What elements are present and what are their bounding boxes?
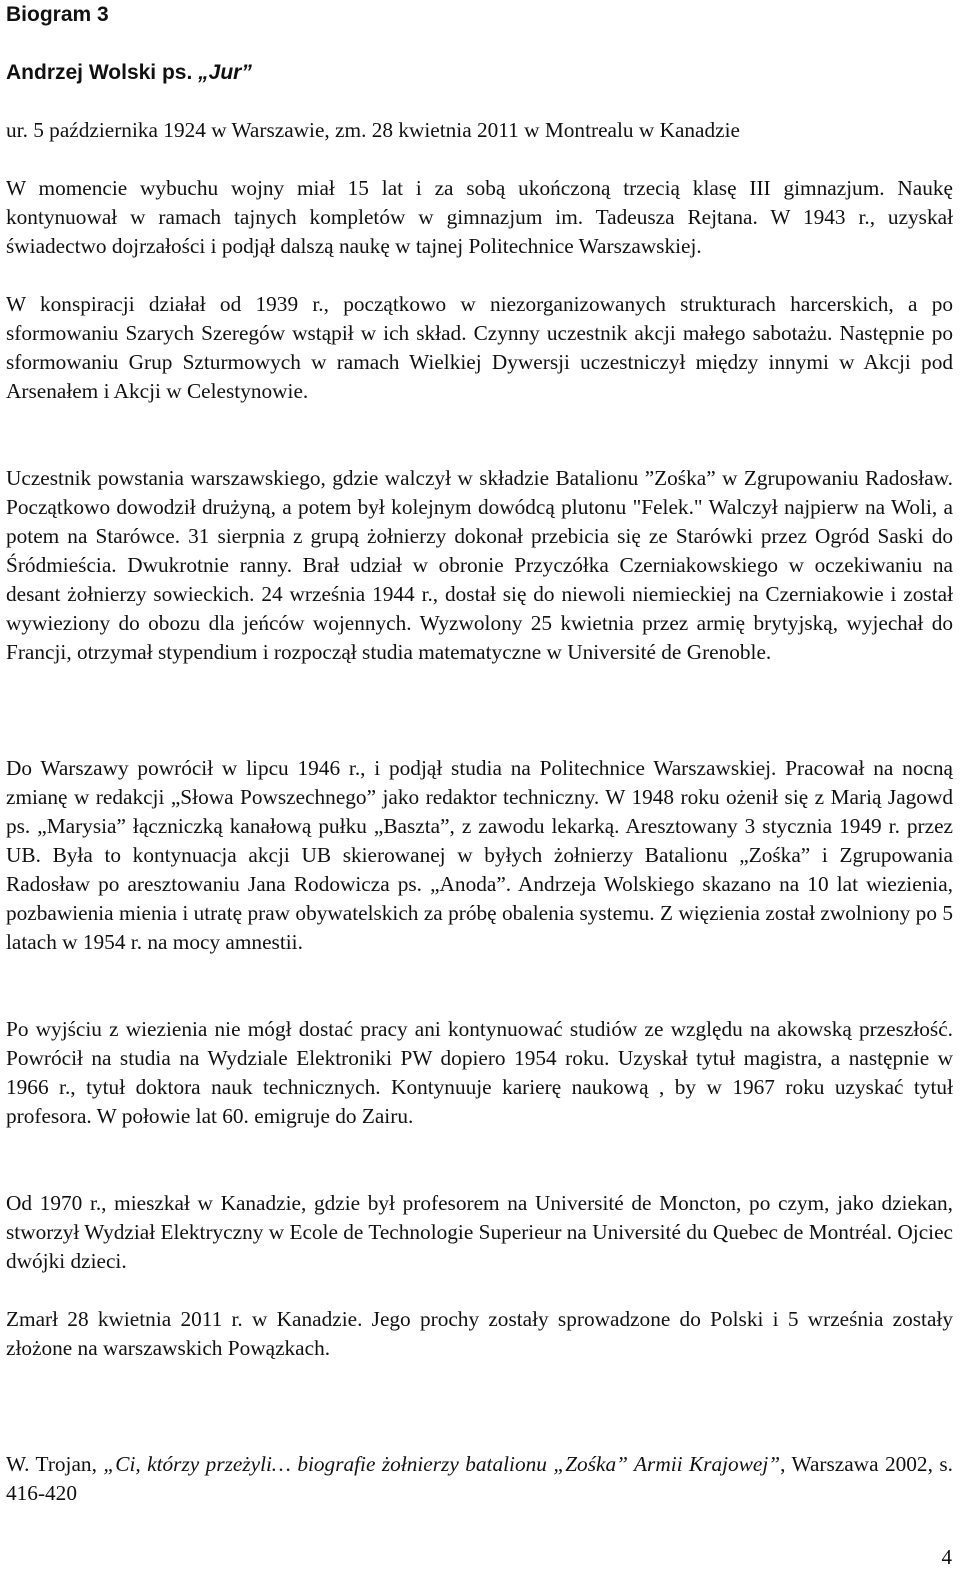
paragraph-youth: W momencie wybuchu wojny miał 15 lat i za sobą ukończoną trzecią klasę III gimnazjum. Naukę kontynuował w ramach tajnych kompletów w gimnazjum im. Tadeusza Rejtana. W 1943 r., uzyskał świadectwo dojrzałości i podjął dalszą naukę w tajnej Politechnice Warszawskiej. (6, 176, 953, 258)
reference-author: W. Trojan, (6, 1452, 97, 1476)
paragraph-postwar: Do Warszawy powrócił w lipcu 1946 r., i podjął studia na Politechnice Warszawskiej. Pracował na nocną zmianę w redakcji „Słowa Powszechnego” jako redaktor techniczny. W 1948 roku ożenił się z Marią Jagowd ps. „Marysia” łączniczką kanałową pułku „Baszta”, z zawodu lekarką. Aresztowany 3 stycznia 1949 r. przez UB. Była to kontynuacja akcji UB skierowanej w byłych żołnierzy Batalionu „Zośka” i Zgrupowania Radosław po aresztowaniu Jana Rodowicza ps. „Anoda”. Andrzeja Wolskiego skazano na 10 lat wiezienia, pozbawienia mienia i utratę praw obywatelskich za próbę obalenia systemu. Z więzienia został zwolniony po 5 latach w 1954 r. na mocy amnestii. (6, 756, 953, 954)
paragraph-conspiracy: W konspiracji działał od 1939 r., początkowo w niezorganizowanych strukturach harcerskich, a po sformowaniu Szarych Szeregów wstąpił w ich skład. Czynny uczestnik akcji małego sabotażu. Następnie po sformowaniu Grup Szturmowych w ramach Wielkiej Dywersji uczestniczył między innymi w Akcji pod Arsenałem i Akcji w Celestynowie. (6, 292, 953, 403)
paragraph-canada: Od 1970 r., mieszkał w Kanadzie, gdzie był profesorem na Université de Moncton, po czym, jako dziekan, stworzył Wydział Elektryczny w Ecole de Technologie Superieur na Université du Quebec de Montréal. Ojciec dwójki dzieci. (6, 1191, 953, 1273)
life-dates: ur. 5 października 1924 w Warszawie, zm. 28 kwietnia 2011 w Montrealu w Kanadzie (6, 118, 740, 142)
reference-tail: , Warszawa 2002, s. 416-420 (6, 1452, 953, 1505)
bibliographic-reference (6, 1450, 953, 1508)
person-alias: „Jur” (198, 61, 252, 84)
reference-book-title: „Ci, którzy przeżyli… biografie żołnierzy batalionu „Zośka” Armii Krajowej” (103, 1452, 781, 1476)
document-title: Biogram 3 (6, 3, 109, 26)
paragraph-death: Zmarł 28 kwietnia 2011 r. w Kanadzie. Jego prochy zostały sprowadzone do Polski i 5 września zostały złożone na warszawskich Powązkach. (6, 1307, 953, 1360)
person-name-text: Andrzej Wolski (6, 61, 157, 84)
person-name (6, 58, 252, 87)
paragraph-career: Po wyjściu z wiezienia nie mógł dostać pracy ani kontynuować studiów ze względu na akowską przeszłość. Powrócił na studia na Wydziale Elektroniki PW dopiero 1954 roku. Uzyskał tytuł magistra, a następnie w 1966 r., tytuł doktora nauk technicznych. Kontynuuje karierę naukową , by w 1967 roku uzyskać tytuł profesora. W połowie lat 60. emigruje do Zairu. (6, 1017, 953, 1128)
paragraph-uprising: Uczestnik powstania warszawskiego, gdzie walczył w składzie Batalionu ”Zośka” w Zgrupowaniu Radosław. Początkowo dowodził drużyną, a potem był kolejnym dowódcą plutonu "Felek." Walczył najpierw na Woli, a potem na Starówce. 31 sierpnia z grupą żołnierzy dokonał przebicia się ze Starówki przez Ogród Saski do Śródmieścia. Dwukrotnie ranny. Brał udział w obronie Przyczółka Czerniakowskiego w oczekiwaniu na desant żołnierzy sowieckich. 24 września 1944 r., dostał się do niewoli niemieckiej na Czerniakowie i został wywieziony do obozu dla jeńców wojennych. Wyzwolony 25 kwietnia przez armię brytyjską, wyjechał do Francji, otrzymał stypendium i rozpoczął studia matematyczne w Université de Grenoble. (6, 466, 953, 664)
alias-prefix: ps. (161, 61, 193, 84)
page-number: 4 (941, 1545, 952, 1569)
